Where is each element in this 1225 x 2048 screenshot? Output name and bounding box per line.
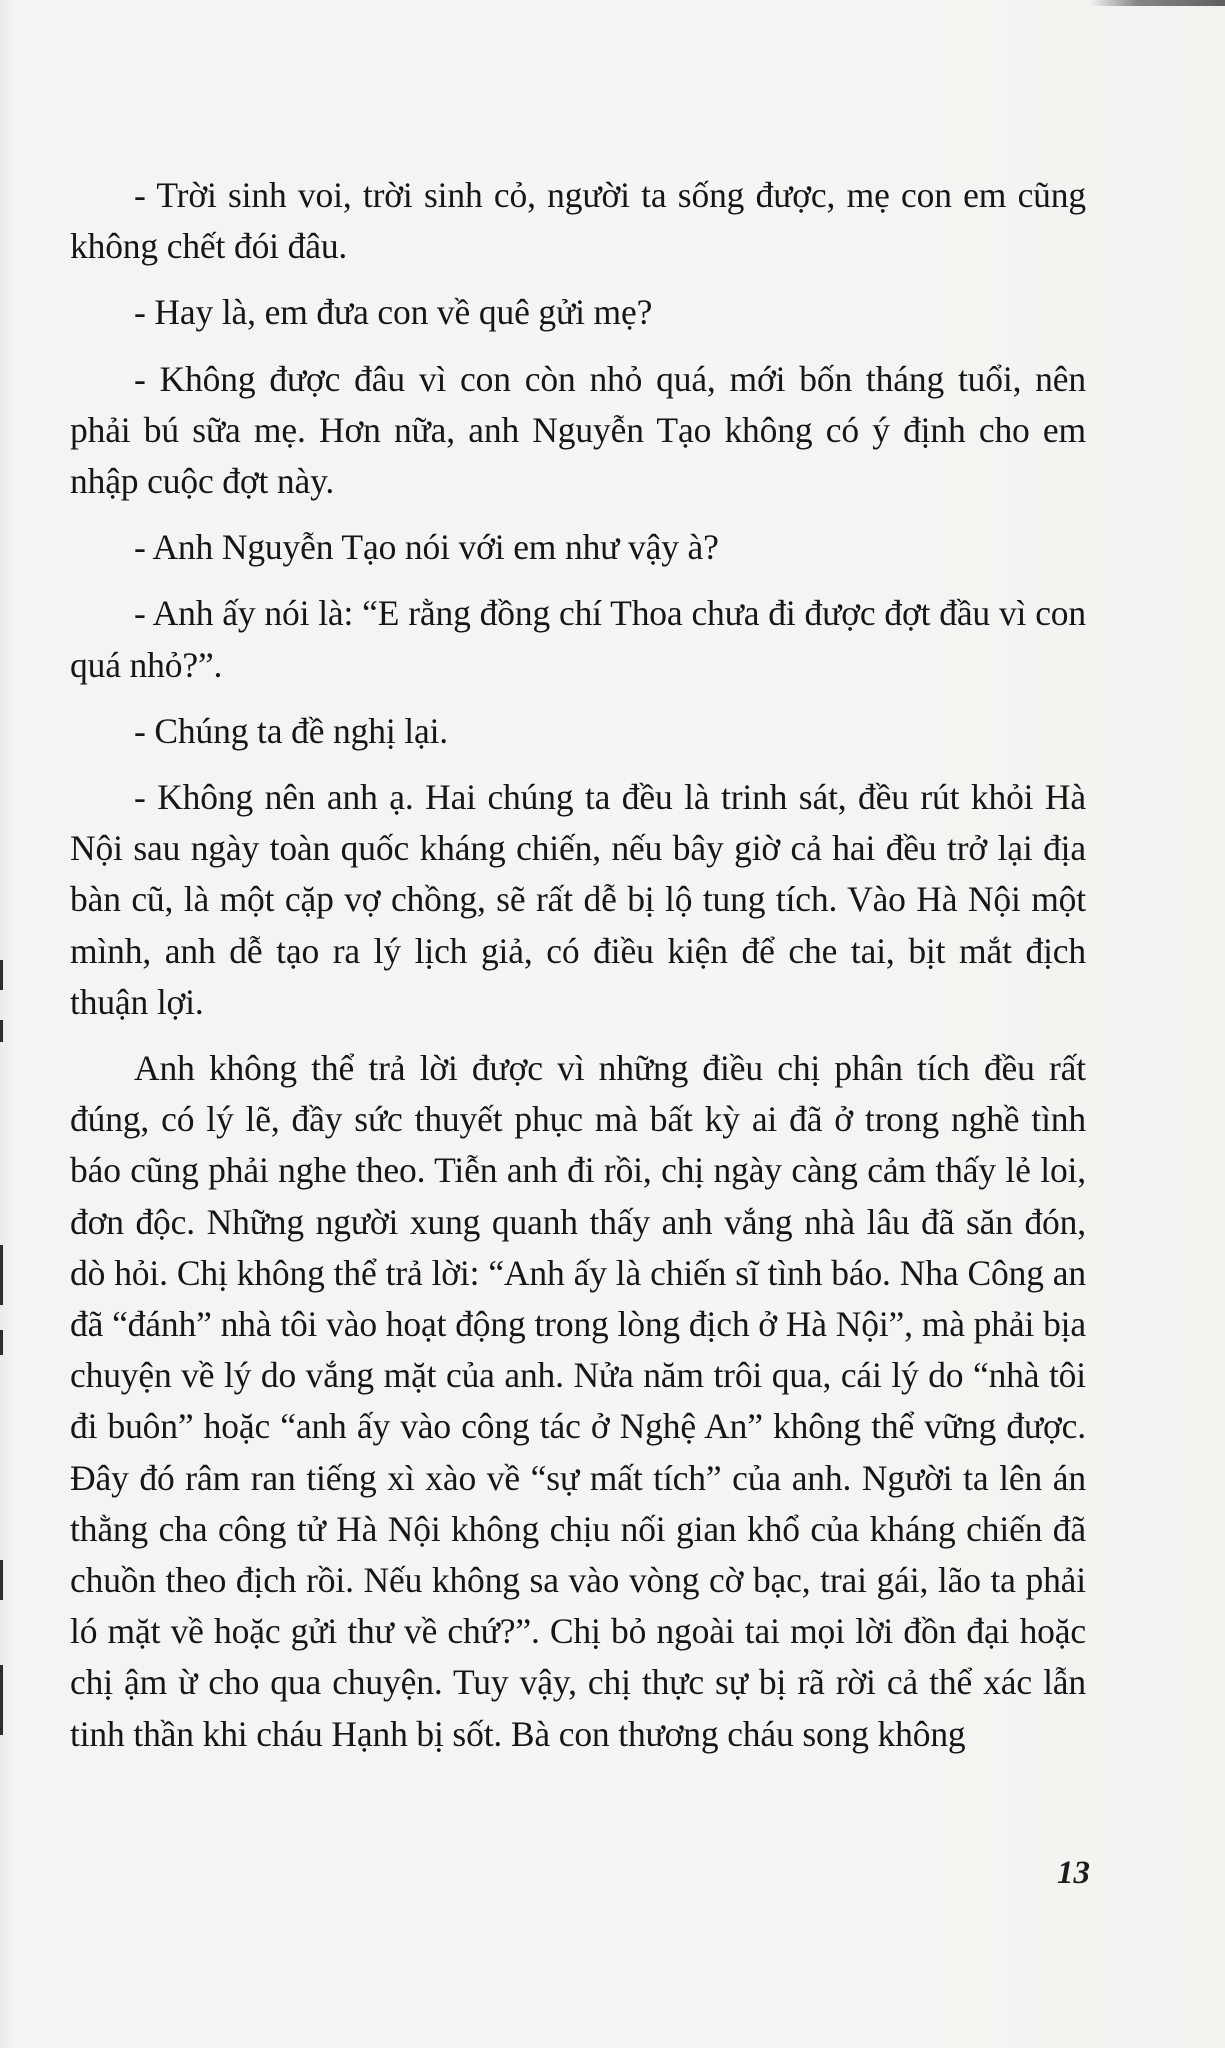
- binding-edge-mark: [0, 1020, 3, 1042]
- page-number: 13: [1057, 1855, 1090, 1891]
- paragraph: - Trời sinh voi, trời sinh cỏ, người ta sống được, mẹ con em cũng không chết đói đâu.: [70, 175, 1086, 267]
- binding-edge-mark: [0, 1330, 3, 1355]
- paragraph: Anh không thể trả lời được vì những điều chị phân tích đều rất đúng, có lý lẽ, đầy sức thuyết phục mà bất kỳ ai đã ở trong nghề tình báo cũng phải nghe theo. Tiễn anh đi rồi, chị ngày càng cảm thấy lẻ loi, đơn độc. Những người xung quanh thấy anh vắng nhà lâu đã săn đón, dò hỏi. Chị không thể trả lời: “Anh ấy là chiến sĩ tình báo. Nha Công an đã “đánh” nhà tôi vào hoạt động trong lòng địch ở Hà Nội”, mà phải bịa chuyện về lý do vắng mặt của anh. Nửa năm trôi qua, cái lý do “nhà tôi đi buôn” hoặc “anh ấy vào công tác ở Nghệ An” không thể vững được. Đây đó râm ran tiếng xì xào về “sự mất tích” của anh. Người ta lên án thằng cha công tử Hà Nội không chịu nối gian khổ của kháng chiến đã chuồn theo địch rồi. Nếu không sa vào vòng cờ bạc, trai gái, lão ta phải ló mặt về hoặc gửi thư về chứ?”. Chị bỏ ngoài tai mọi lời đồn đại hoặc chị ậm ừ cho qua chuyện. Tuy vậy, chị thực sự bị rã rời cả thể xác lẫn tinh thần khi cháu Hạnh bị sốt. Bà con thương cháu song không: [70, 1048, 1086, 1754]
- paragraph: - Anh Nguyễn Tạo nói với em như vậy à?: [134, 527, 719, 568]
- paragraph: - Không được đâu vì con còn nhỏ quá, mới bốn tháng tuổi, nên phải bú sữa mẹ. Hơn nữa, anh Nguyễn Tạo không có ý định cho em nhập cuộc đợt này.: [70, 358, 1086, 502]
- body-text: [70, 170, 1086, 1775]
- paragraph: - Hay là, em đưa con về quê gửi mẹ?: [134, 292, 653, 333]
- binding-edge-mark: [0, 1560, 3, 1600]
- page-top-edge-shadow: [1090, 0, 1225, 6]
- paragraph: - Không nên anh ạ. Hai chúng ta đều là trinh sát, đều rút khỏi Hà Nội sau ngày toàn quốc kháng chiến, nếu bây giờ cả hai đều trở lại địa bàn cũ, là một cặp vợ chồng, sẽ rất dễ bị lộ tung tích. Vào Hà Nội một mình, anh dễ tạo ra lý lịch giả, có điều kiện để che tai, bịt mắt địch thuận lợi.: [70, 777, 1086, 1022]
- paragraph: - Anh ấy nói là: “E rằng đồng chí Thoa chưa đi được đợt đầu vì con quá nhỏ?”.: [70, 593, 1086, 685]
- paragraph: - Chúng ta đề nghị lại.: [134, 710, 449, 751]
- binding-edge-mark: [0, 1245, 3, 1305]
- binding-edge-mark: [0, 1665, 3, 1735]
- binding-edge-mark: [0, 960, 3, 990]
